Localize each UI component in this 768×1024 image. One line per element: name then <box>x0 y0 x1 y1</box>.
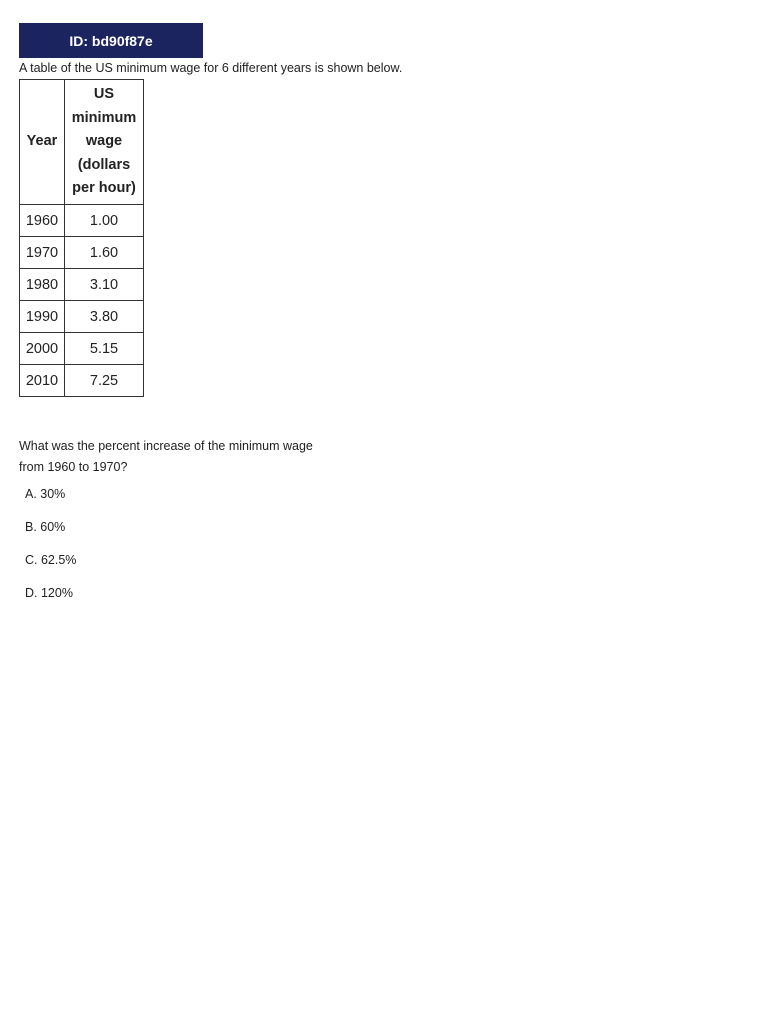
question-id-banner: ID: bd90f87e <box>19 23 203 58</box>
year-cell: 1970 <box>20 237 65 269</box>
year-column-header: Year <box>20 80 65 205</box>
wage-cell: 3.10 <box>65 269 144 301</box>
wage-header-line: US <box>93 86 115 103</box>
answer-choice-a[interactable]: A. 30% <box>25 487 66 501</box>
table-row <box>20 301 144 333</box>
table-row <box>20 205 144 237</box>
table-row <box>20 365 144 397</box>
wage-header-line: per hour) <box>72 180 136 197</box>
table-header-row <box>20 80 144 205</box>
answer-choice-d[interactable]: D. 120% <box>25 586 73 600</box>
year-cell: 2010 <box>20 365 65 397</box>
question-text: What was the percent increase of the minimum wage from 1960 to 1970? <box>19 439 313 474</box>
year-cell: 1980 <box>20 269 65 301</box>
wage-header-line: (dollars <box>77 156 131 173</box>
table-row <box>20 237 144 269</box>
table-row <box>20 333 144 365</box>
wage-cell: 1.00 <box>65 205 144 237</box>
answer-choices <box>25 486 76 618</box>
answer-choice-c[interactable]: C. 62.5% <box>25 553 77 567</box>
year-cell: 1960 <box>20 205 65 237</box>
wage-header-line: wage <box>85 133 123 150</box>
wage-cell: 3.80 <box>65 301 144 333</box>
table-row <box>20 269 144 301</box>
wage-column-header <box>65 80 144 205</box>
minimum-wage-table <box>19 79 144 397</box>
wage-cell: 1.60 <box>65 237 144 269</box>
year-cell: 1990 <box>20 301 65 333</box>
year-cell: 2000 <box>20 333 65 365</box>
wage-cell: 5.15 <box>65 333 144 365</box>
intro-text: A table of the US minimum wage for 6 different years is shown below. <box>19 61 403 75</box>
answer-choice-b[interactable]: B. 60% <box>25 520 66 534</box>
wage-header-line: minimum <box>71 109 137 126</box>
wage-cell: 7.25 <box>65 365 144 397</box>
